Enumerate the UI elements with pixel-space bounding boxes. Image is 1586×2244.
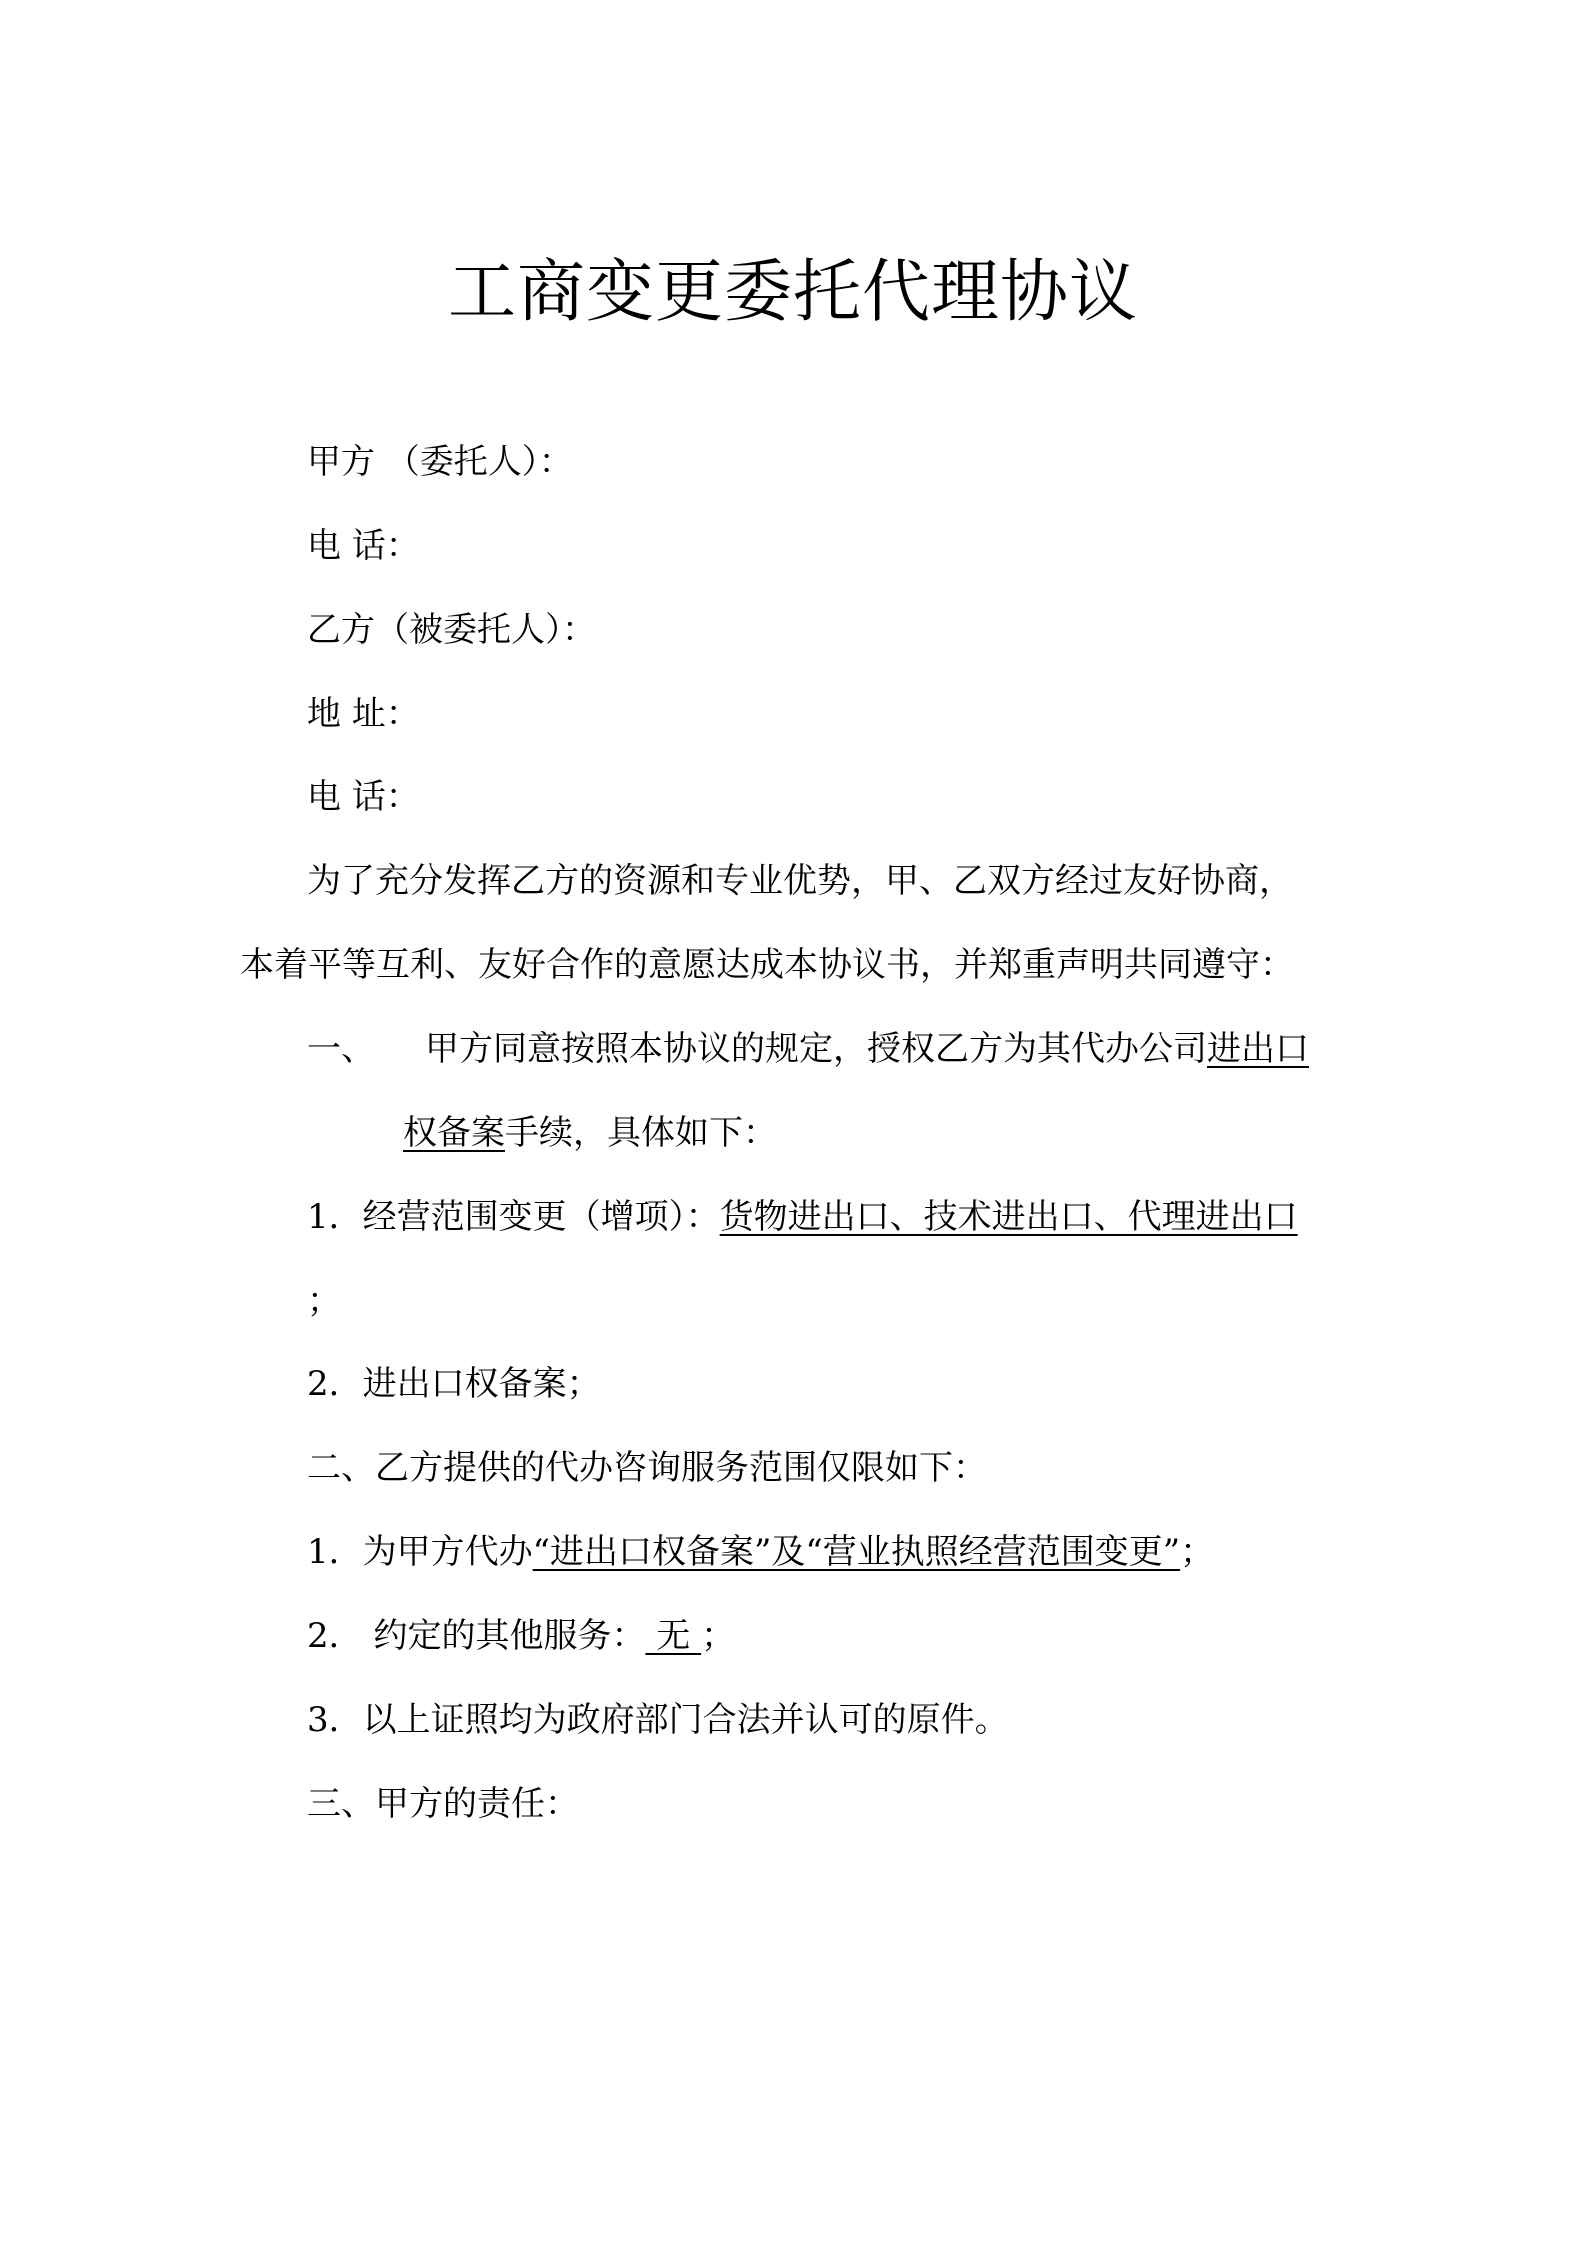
section-1-number: 一、 xyxy=(307,1029,375,1069)
section-2-item-3: 3．以上证照均为政府部门合法并认可的原件。 xyxy=(307,1700,1009,1740)
section-3-heading: 三、甲方的责任： xyxy=(307,1784,579,1824)
section-2-item-2 xyxy=(307,1612,735,1660)
section-2-item-1-suffix: ； xyxy=(1180,1532,1215,1572)
section-2-heading: 二、乙方提供的代办咨询服务范围仅限如下： xyxy=(307,1448,987,1488)
party-a-label: 甲方 （委托人）： xyxy=(307,442,573,482)
section-1-item-1-value: 货物进出口、技术进出口、代理进出口 xyxy=(719,1197,1298,1237)
phone-label-2: 电 话： xyxy=(307,777,420,817)
section-2-item-1-label: 1．为甲方代办 xyxy=(307,1532,533,1572)
section-2-item-1-value: “进出口权备案”及“营业执照经营范围变更” xyxy=(532,1532,1181,1572)
section-1-item-1 xyxy=(307,1193,1298,1241)
phone-label-1: 电 话： xyxy=(307,526,420,566)
intro-paragraph-line-2: 本着平等互利、友好合作的意愿达成本协议书，并郑重声明共同遵守： xyxy=(240,945,1294,985)
section-1-text-cont: 手续，具体如下： xyxy=(505,1113,777,1153)
section-1-underlined-text-cont: 权备案 xyxy=(403,1113,505,1153)
section-2-item-2-value: 无 xyxy=(645,1616,702,1656)
section-1-line-2 xyxy=(403,1109,777,1157)
section-1-line-1 xyxy=(307,1025,1309,1073)
address-label: 地 址： xyxy=(307,694,420,734)
section-1-text: 甲方同意按照本协议的规定，授权乙方为其代办公司 xyxy=(425,1029,1207,1069)
party-b-label: 乙方（被委托人）： xyxy=(307,610,596,650)
section-2-item-2-suffix: ； xyxy=(701,1616,736,1656)
section-1-item-2: 2．进出口权备案； xyxy=(307,1364,601,1404)
section-1-item-1-label: 1．经营范围变更（增项）： xyxy=(307,1197,720,1237)
section-2-item-1 xyxy=(307,1528,1214,1576)
document-title: 工商变更委托代理协议 xyxy=(447,253,1138,332)
section-1-underlined-text: 进出口 xyxy=(1207,1029,1309,1069)
intro-paragraph-line-1: 为了充分发挥乙方的资源和专业优势，甲、乙双方经过友好协商， xyxy=(307,861,1293,901)
section-1-item-1-suffix: ； xyxy=(307,1281,341,1321)
section-2-item-2-label: 2． 约定的其他服务： xyxy=(307,1616,646,1656)
